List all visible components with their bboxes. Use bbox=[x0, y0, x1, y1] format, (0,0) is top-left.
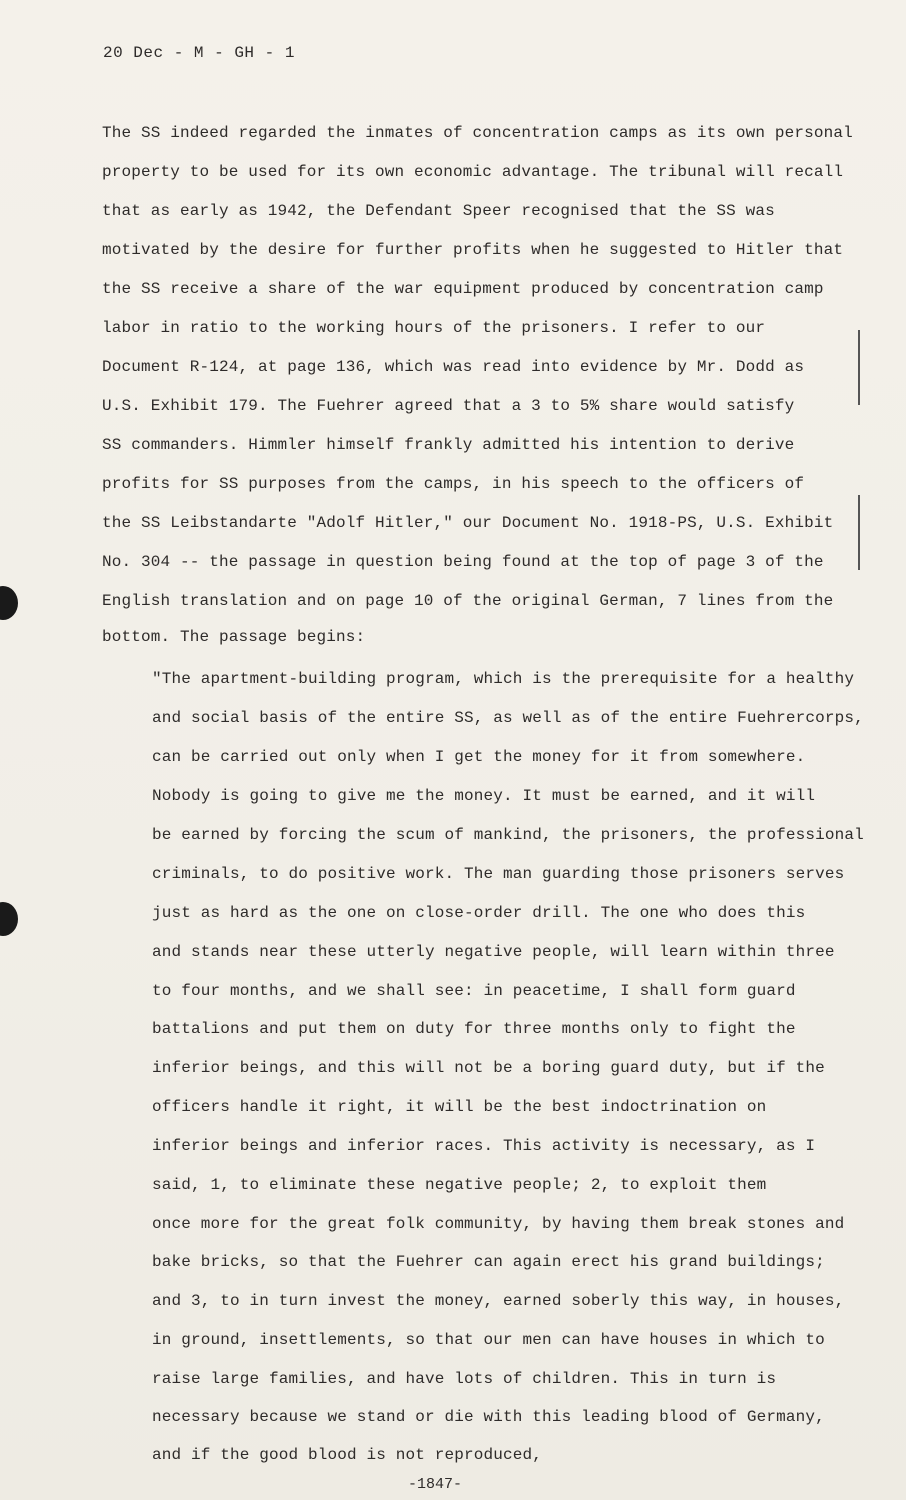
quote-line: "The apartment-building program, which is the prerequisite for a healthy bbox=[152, 670, 855, 688]
text-line: bottom. The passage begins: bbox=[102, 628, 366, 646]
page-header: 20 Dec - M - GH - 1 bbox=[103, 44, 295, 62]
quote-line: be earned by forcing the scum of mankind, the prisoners, the professional bbox=[152, 826, 864, 844]
margin-mark bbox=[858, 495, 860, 570]
text-line: profits for SS purposes from the camps, in his speech to the officers of bbox=[102, 475, 805, 493]
text-line: that as early as 1942, the Defendant Speer recognised that the SS was bbox=[102, 202, 775, 220]
quote-line: said, 1, to eliminate these negative people; 2, to exploit them bbox=[152, 1176, 767, 1194]
quote-line: and if the good blood is not reproduced, bbox=[152, 1446, 543, 1464]
quote-line: Nobody is going to give me the money. It must be earned, and it will bbox=[152, 787, 816, 805]
text-line: Document R-124, at page 136, which was read into evidence by Mr. Dodd as bbox=[102, 358, 805, 376]
text-line: labor in ratio to the working hours of the prisoners. I refer to our bbox=[102, 319, 766, 337]
page-number: -1847- bbox=[408, 1476, 463, 1493]
quote-line: and stands near these utterly negative people, will learn within three bbox=[152, 943, 835, 961]
quote-line: criminals, to do positive work. The man guarding those prisoners serves bbox=[152, 865, 845, 883]
quote-line: inferior beings, and this will not be a boring guard duty, but if the bbox=[152, 1059, 825, 1077]
text-line: SS commanders. Himmler himself frankly admitted his intention to derive bbox=[102, 436, 795, 454]
text-line: property to be used for its own economic advantage. The tribunal will recall bbox=[102, 163, 844, 181]
quote-line: raise large families, and have lots of children. This in turn is bbox=[152, 1370, 777, 1388]
text-line: The SS indeed regarded the inmates of concentration camps as its own personal bbox=[102, 124, 853, 142]
text-line: motivated by the desire for further profits when he suggested to Hitler that bbox=[102, 241, 844, 259]
text-line: U.S. Exhibit 179. The Fuehrer agreed that a 3 to 5% share would satisfy bbox=[102, 397, 795, 415]
margin-mark bbox=[858, 330, 860, 405]
quote-line: once more for the great folk community, by having them break stones and bbox=[152, 1215, 845, 1233]
quote-line: and social basis of the entire SS, as well as of the entire Fuehrercorps, bbox=[152, 709, 864, 727]
text-line: English translation and on page 10 of the original German, 7 lines from the bbox=[102, 592, 834, 610]
text-line: the SS receive a share of the war equipment produced by concentration camp bbox=[102, 280, 824, 298]
quote-line: to four months, and we shall see: in peacetime, I shall form guard bbox=[152, 982, 796, 1000]
quote-line: just as hard as the one on close-order drill. The one who does this bbox=[152, 904, 806, 922]
quote-line: officers handle it right, it will be the best indoctrination on bbox=[152, 1098, 767, 1116]
punch-hole bbox=[0, 902, 18, 936]
quote-line: inferior beings and inferior races. This activity is necessary, as I bbox=[152, 1137, 816, 1155]
quote-line: and 3, to in turn invest the money, earned soberly this way, in houses, bbox=[152, 1292, 845, 1310]
text-line: the SS Leibstandarte "Adolf Hitler," our Document No. 1918-PS, U.S. Exhibit bbox=[102, 514, 834, 532]
quote-line: bake bricks, so that the Fuehrer can again erect his grand buildings; bbox=[152, 1253, 825, 1271]
quote-line: necessary because we stand or die with this leading blood of Germany, bbox=[152, 1408, 825, 1426]
quote-line: battalions and put them on duty for three months only to fight the bbox=[152, 1020, 796, 1038]
text-line: No. 304 -- the passage in question being found at the top of page 3 of the bbox=[102, 553, 824, 571]
punch-hole bbox=[0, 586, 18, 620]
quote-line: in ground, insettlements, so that our men can have houses in which to bbox=[152, 1331, 825, 1349]
quote-line: can be carried out only when I get the money for it from somewhere. bbox=[152, 748, 806, 766]
